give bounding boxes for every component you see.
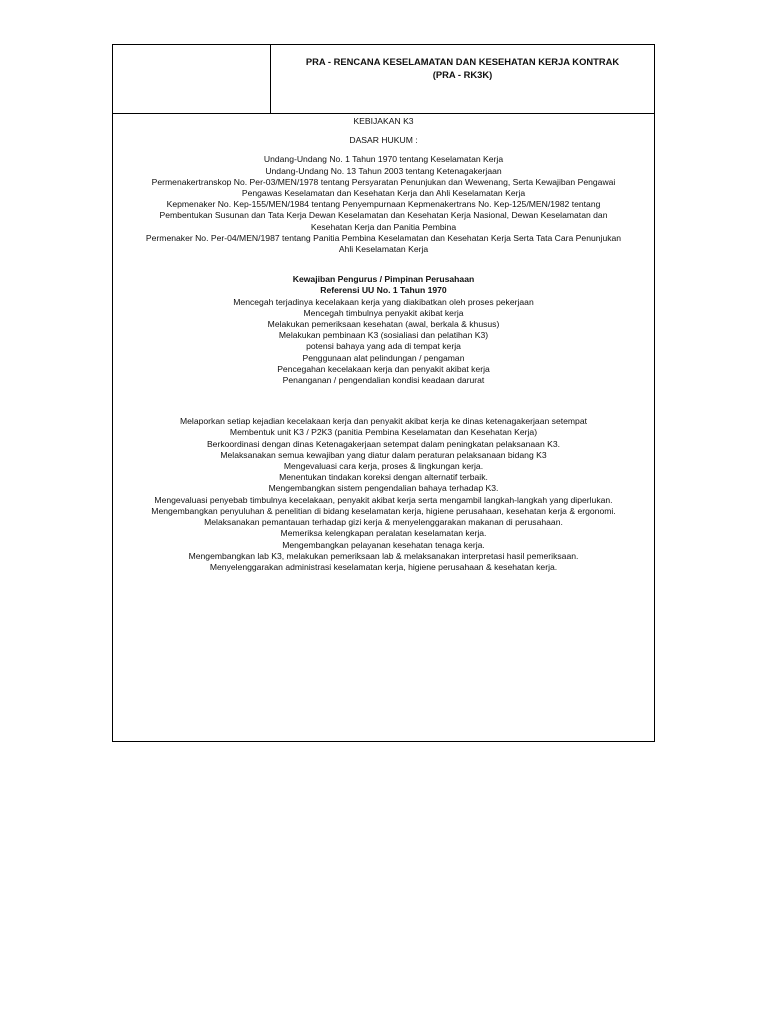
- kewajiban-item: Mencegah terjadinya kecelakaan kerja yang diakibatkan oleh proses pekerjaan: [233, 296, 534, 307]
- dasar-hukum-item: Kesehatan Kerja dan Panitia Pembina: [310, 221, 457, 232]
- additional-duty-item: Menentukan tindakan koreksi dengan alternatif terbaik.: [279, 472, 488, 483]
- dasar-hukum-item: Ahli Keselamatan Kerja: [338, 244, 429, 255]
- header-title: [271, 55, 654, 81]
- kewajiban-item: Penanganan / pengendalian kondisi keadaan darurat: [282, 375, 485, 386]
- additional-duty-item: Mengevaluasi penyebab timbulnya kecelakaan, penyakit akibat kerja serta mengambil langkah-langkah yang diperlukan.: [154, 494, 613, 505]
- kewajiban-list: [113, 297, 654, 387]
- additional-duty-item: Melaporkan setiap kejadian kecelakaan kerja dan penyakit akibat kerja ke dinas ketenagakerjaan setempat: [179, 416, 588, 427]
- additional-duty-item: Berkoordinasi dengan dinas Ketenagakerjaan setempat dalam peningkatan pelaksanaan K3.: [206, 438, 561, 449]
- dasar-hukum-item: Undang-Undang No. 13 Tahun 2003 tentang Ketenagakerjaan: [265, 165, 502, 176]
- additional-duty-item: Melaksanakan semua kewajiban yang diatur dalam peraturan pelaksanaan bidang K3: [220, 449, 547, 460]
- kewajiban-item: Pencegahan kecelakaan kerja dan penyakit akibat kerja: [277, 363, 490, 374]
- dasar-hukum-item: Undang-Undang No. 1 Tahun 1970 tentang Keselamatan Kerja: [263, 154, 504, 165]
- dasar-hukum-list: [113, 154, 654, 255]
- kewajiban-title: Kewajiban Pengurus / Pimpinan Perusahaan: [292, 274, 475, 285]
- dasar-hukum-item: Permenakertranskop No. Per-03/MEN/1978 tentang Persyaratan Penunjukan dan Wewenang, Serta Kewajiban Pengawai: [151, 176, 616, 187]
- additional-duty-item: Menyelenggarakan administrasi keselamatan kerja, higiene perusahaan & kesehatan kerja.: [209, 561, 558, 572]
- document-body: [113, 114, 654, 573]
- dasar-hukum-item: Kepmenaker No. Kep-155/MEN/1984 tentang Penyempurnaan Kepmenakertrans No. Kep-125/MEN/1982 tentang: [166, 199, 601, 210]
- kebijakan-title: KEBIJAKAN K3: [353, 116, 414, 126]
- additional-duty-item: Mengembangkan sistem pengendalian bahaya terhadap K3.: [268, 483, 499, 494]
- document-header: [113, 45, 654, 114]
- additional-duty-item: Mengevaluasi cara kerja, proses & lingkungan kerja.: [283, 461, 484, 472]
- header-title-line2: (PRA - RK3K): [432, 69, 493, 80]
- kewajiban-item: potensi bahaya yang ada di tempat kerja: [306, 341, 461, 352]
- additional-duty-item: Mengembangkan penyuluhan & penelitian di bidang keselamatan kerja, higiene perusahaan, kesehatan kerja & ergonomi.: [151, 505, 616, 516]
- additional-duty-item: Membentuk unit K3 / P2K3 (panitia Pembina Keselamatan dan Kesehatan Kerja): [229, 427, 538, 438]
- dasar-hukum-item: Pembentukan Susunan dan Tata Kerja Dewan Keselamatan dan Kesehatan Kerja Nasional, Dewan Keselamatan dan: [159, 210, 608, 221]
- additional-duties-list: [113, 416, 654, 573]
- dasar-hukum-item: Permenaker No. Per-04/MEN/1987 tentang Panitia Pembina Keselamatan dan Kesehatan Kerja Serta Tata Cara Penunjukan: [145, 232, 622, 243]
- logo-box: [113, 45, 271, 113]
- document-frame: [112, 44, 655, 742]
- additional-duty-item: Mengembangkan lab K3, melakukan pemeriksaan lab & melaksanakan interpretasi hasil pemeriksaan.: [188, 550, 579, 561]
- additional-duty-item: Memeriksa kelengkapan peralatan keselamatan kerja.: [280, 528, 487, 539]
- kewajiban-item: Mencegah timbulnya penyakit akibat kerja: [303, 307, 464, 318]
- additional-duty-item: Melaksanakan pemantauan terhadap gizi kerja & menyelenggarakan makanan di perusahaan.: [204, 517, 563, 528]
- header-title-line1: PRA - RENCANA KESELAMATAN DAN KESEHATAN KERJA KONTRAK: [305, 56, 620, 67]
- kewajiban-reference: Referensi UU No. 1 Tahun 1970: [320, 285, 447, 296]
- kewajiban-item: Penggunaan alat pelindungan / pengaman: [302, 352, 465, 363]
- kewajiban-item: Melakukan pemeriksaan kesehatan (awal, berkala & khusus): [267, 319, 500, 330]
- dasar-hukum-item: Pengawas Keselamatan dan Kesehatan Kerja dan Ahli Keselamatan Kerja: [241, 188, 526, 199]
- dasar-hukum-title: DASAR HUKUM :: [349, 135, 418, 146]
- kewajiban-item: Melakukan pembinaan K3 (sosialiasi dan pelatihan K3): [278, 330, 489, 341]
- additional-duty-item: Mengembangkan pelayanan kesehatan tenaga kerja.: [282, 539, 485, 550]
